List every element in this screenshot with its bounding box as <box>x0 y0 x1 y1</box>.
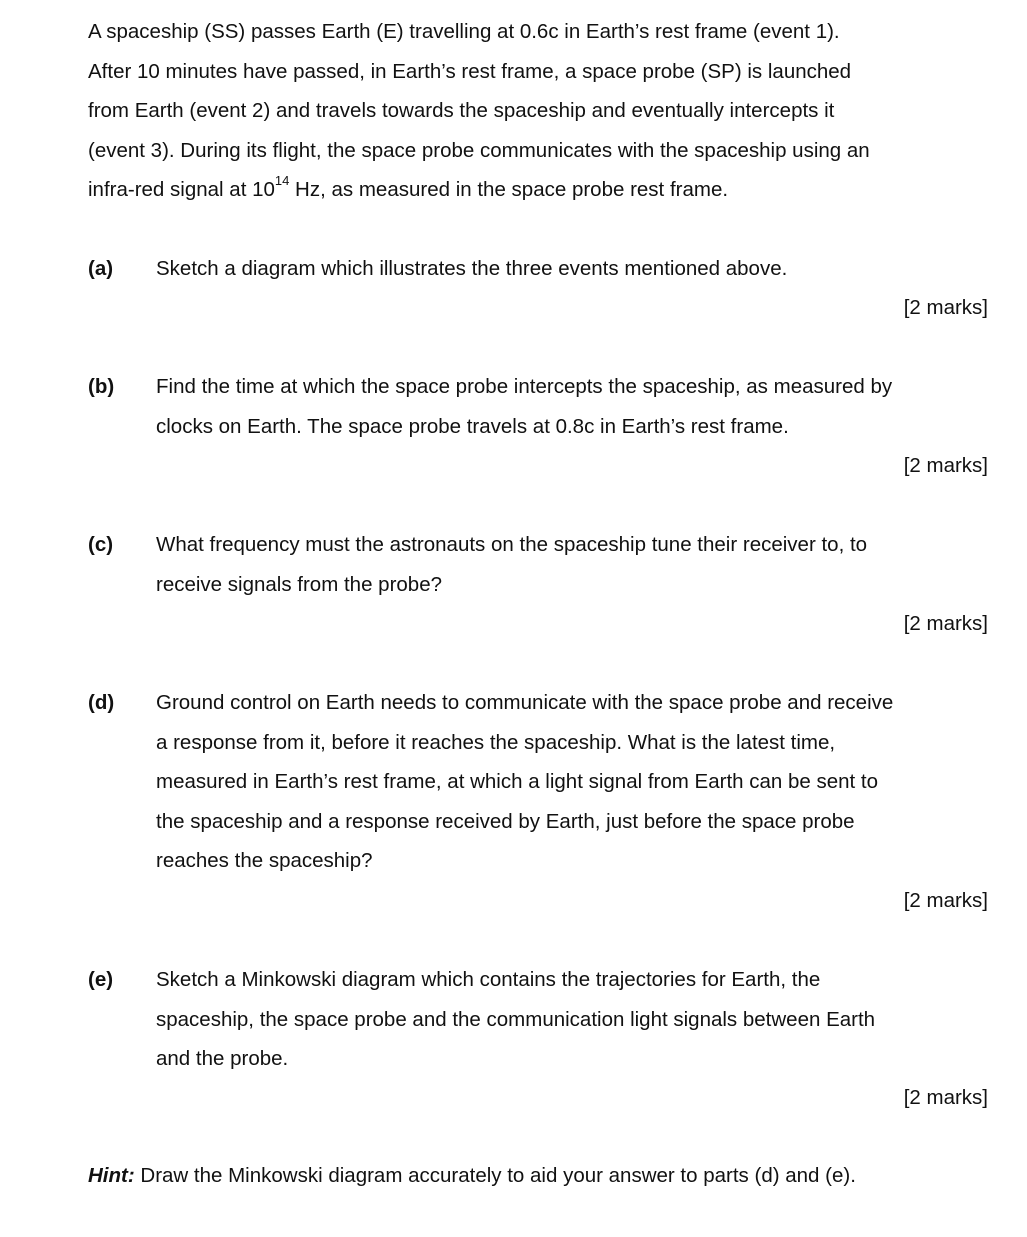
intro-line-4: (event 3). During its flight, the space probe communicates with the spaceship using an <box>88 138 870 162</box>
hint-label: Hint: <box>88 1164 135 1187</box>
question-letter: (d) <box>88 691 115 714</box>
question-letter: (c) <box>88 533 114 556</box>
question-text <box>156 960 988 1079</box>
question-line: the spaceship and a response received by Earth, just before the space probe <box>156 809 855 833</box>
question-text <box>156 525 988 604</box>
question-line: What frequency must the astronauts on the spaceship tune their receiver to, to <box>156 533 868 556</box>
question-line: Sketch a Minkowski diagram which contains the trajectories for Earth, the <box>156 968 821 991</box>
question-letter: (b) <box>88 375 115 398</box>
marks-e: [2 marks] <box>903 1086 988 1109</box>
question-letter: (e) <box>88 968 114 991</box>
marks-c: [2 marks] <box>903 612 988 635</box>
intro-line-1: A spaceship (SS) passes Earth (E) travelling at 0.6c in Earth’s rest frame (event 1). <box>88 20 840 43</box>
question-line: Ground control on Earth needs to communicate with the space probe and receive <box>156 691 894 714</box>
question-line: clocks on Earth. The space probe travels at 0.8c in Earth’s rest frame. <box>156 414 789 438</box>
question-line: Find the time at which the space probe intercepts the spaceship, as measured by <box>156 375 893 398</box>
intro-line-5-pre: infra-red signal at 10 <box>88 178 275 201</box>
frequency-exponent: 14 <box>274 173 290 189</box>
intro-line-5-post: Hz, as measured in the space probe rest frame. <box>289 178 729 201</box>
intro-line-2: After 10 minutes have passed, in Earth’s rest frame, a space probe (SP) is launched <box>88 59 852 83</box>
question-line: a response from it, before it reaches the spaceship. What is the latest time, <box>156 730 836 754</box>
question-line: reaches the spaceship? <box>156 849 373 872</box>
intro-line-3: from Earth (event 2) and travels towards the spaceship and eventually intercepts it <box>88 99 835 122</box>
hint <box>88 1164 856 1188</box>
intro-line-5 <box>88 170 988 210</box>
marks-d: [2 marks] <box>903 889 988 912</box>
question-text <box>156 683 988 881</box>
question-text <box>156 249 988 289</box>
intro-paragraph <box>88 12 988 210</box>
hint-text: Draw the Minkowski diagram accurately to aid your answer to parts (d) and (e). <box>134 1164 856 1187</box>
question-letter: (a) <box>88 257 114 280</box>
question-line: measured in Earth’s rest frame, at which a light signal from Earth can be sent to <box>156 770 879 793</box>
question-line: receive signals from the probe? <box>156 572 443 596</box>
question-line: spaceship, the space probe and the communication light signals between Earth <box>156 1007 876 1031</box>
question-text <box>156 367 988 446</box>
question-line: Sketch a diagram which illustrates the three events mentioned above. <box>156 257 788 280</box>
question-line: and the probe. <box>156 1047 289 1070</box>
marks-a: [2 marks] <box>903 296 988 319</box>
marks-b: [2 marks] <box>903 454 988 477</box>
